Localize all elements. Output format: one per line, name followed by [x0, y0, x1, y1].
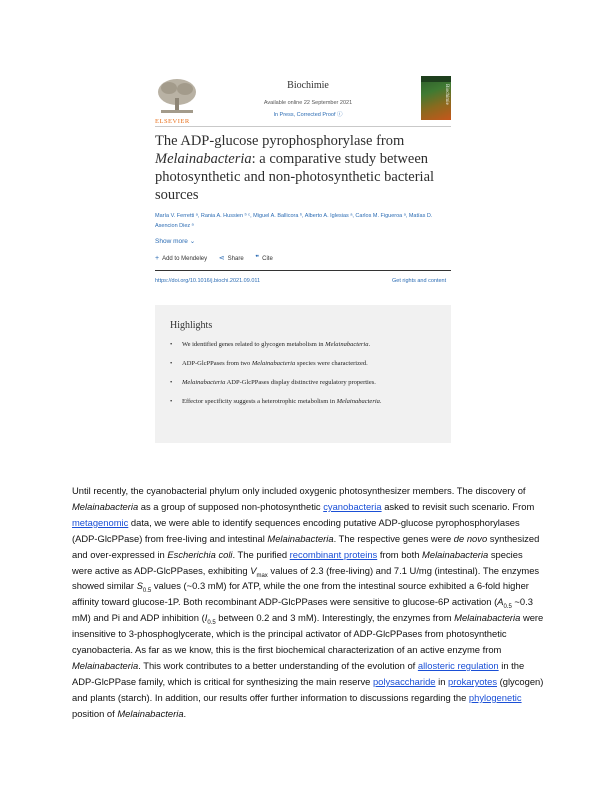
abstract-text: values of 2.3 (free-living) and 7.1 U/mg (intestinal). The enzymes showed similar	[72, 564, 540, 592]
highlights-box	[155, 305, 451, 443]
abstract-text: asked to revisit such scenario. From	[381, 500, 535, 512]
vmax-symbol: V	[250, 564, 257, 576]
highlight-text: Effector specificity suggests a heterotrophic metabolism in	[182, 398, 337, 405]
abstract-text: (glycogen) and plants (starch). In addition, our results offer further information to discussions regarding the	[72, 675, 544, 703]
journal-info	[215, 80, 401, 118]
abstract-italic: de novo	[453, 532, 488, 544]
quote-icon: ❞	[255, 255, 260, 262]
highlight-text: .	[379, 398, 382, 405]
elsevier-tree-logo	[155, 76, 199, 118]
abstract-text: species were active as ADP-GlcPPases, exhibiting	[72, 548, 523, 576]
article-header	[155, 76, 451, 128]
highlight-text: ADP-GlcPPases display distinctive regulatory properties.	[225, 379, 376, 386]
title-part-2: : a comparative study between photosynthetic and non-photosynthetic bacterial sources	[155, 151, 435, 203]
abstract-text: from both	[377, 548, 423, 560]
show-more-button[interactable]	[155, 237, 195, 245]
abstract-italic: Melainabacteria	[72, 659, 139, 671]
allosteric-regulation-link[interactable]: allosteric regulation	[417, 659, 499, 671]
abstract-text: . The purified	[232, 548, 290, 560]
add-to-mendeley-button[interactable]	[155, 256, 207, 262]
cyanobacteria-link[interactable]: cyanobacteria	[323, 500, 382, 512]
abstract-text: synthesized and over-expressed in	[72, 532, 540, 560]
abstract-text: data, we were able to identify sequences encoding putative ADP-glucose pyrophosphorylases (ADP-GlcPPase) from free-living and intestinal	[72, 516, 520, 544]
add-to-mendeley-label: Add to Mendeley	[162, 256, 208, 262]
journal-name[interactable]: Biochimie	[287, 80, 329, 91]
plus-icon: +	[155, 255, 160, 262]
abstract-text: as a group of supposed non-photosynthetic	[138, 500, 324, 512]
highlight-italic: Melainabacteria	[325, 341, 369, 348]
cover-top-strip	[421, 76, 451, 82]
i05-subscript: 0.5	[207, 620, 216, 627]
journal-cover-image[interactable]	[421, 76, 451, 120]
header-divider	[155, 126, 451, 127]
abstract-text: were insensitive to 3-phosphoglycerate, which is the principal activator of ADP-GlcPPases from photosynthetic cyanobacteria. As far as we know, this is the first biochemical characterization of an active enzyme from	[72, 612, 544, 656]
abstract-text: position of	[72, 707, 118, 719]
show-more-label: Show more	[155, 238, 188, 245]
highlight-text: ADP-GlcPPases from two	[182, 360, 252, 367]
highlights-title: Highlights	[170, 320, 213, 331]
in-press-label: In Press, Corrected Proof	[273, 112, 336, 118]
info-icon: ⓘ	[337, 112, 343, 118]
actions-divider	[155, 270, 451, 271]
abstract-italic: Melainabacteria	[454, 612, 521, 624]
share-button[interactable]	[219, 256, 244, 262]
author-list[interactable]: María V. Ferretti ᵃ, Rania A. Hussien ᵇ ᶜ, Miguel A. Ballicora ᵇ, Alberto A. Iglesias ᵃ, Carlos M. Figueroa ᵃ, Matías D. Asencion Diez ᵃ	[155, 213, 433, 229]
available-online-date: Available online 22 September 2021	[263, 100, 353, 106]
abstract-italic: Melainabacteria	[267, 532, 334, 544]
i05-symbol: I	[204, 612, 208, 624]
vmax-subscript: max	[256, 572, 268, 579]
cover-title: Biochimie	[444, 84, 449, 105]
abstract-text: values (~0.3 mM) for ATP, while the one from the intestinal source exhibited a 6-fold higher affinity toward glucose-1P. Both recombinant ADP-GlcPPases were sensitive to glucose-6P activation (	[72, 580, 529, 608]
highlight-text: species were characterized.	[295, 360, 368, 367]
rights-link[interactable]: Get rights and content	[392, 278, 447, 284]
s05-symbol: S	[136, 580, 143, 592]
share-icon: ⋖	[218, 255, 225, 262]
s05-subscript: 0.5	[142, 588, 152, 595]
a05-subscript: 0.5	[503, 604, 512, 611]
abstract-text: in the ADP-GlcPPase family, which is critical for synthesizing the main reserve	[72, 659, 525, 687]
abstract-text: between 0.2 and 3 mM). Interestingly, the enzymes from	[215, 612, 455, 624]
recombinant-proteins-link[interactable]: recombinant proteins	[289, 548, 378, 560]
metagenomic-link[interactable]: metagenomic	[72, 516, 129, 528]
abstract-paragraph	[72, 483, 544, 722]
article-title	[155, 132, 455, 204]
abstract-italic: Escherichia coli	[167, 548, 233, 560]
abstract-text: ~0.3 mM) and Pi and ADP inhibition (	[72, 596, 533, 624]
highlight-item	[170, 397, 440, 406]
abstract-text: . This work contributes to a better understanding of the evolution of	[138, 659, 418, 671]
abstract-text: .	[183, 707, 187, 719]
a05-symbol: A	[497, 596, 504, 608]
highlight-item	[170, 340, 440, 349]
highlight-item	[170, 359, 440, 368]
highlight-item	[170, 378, 440, 387]
highlight-italic: Melainabacteria	[336, 398, 380, 405]
highlight-text: We identified genes related to glycogen metabolism in	[182, 341, 326, 348]
polysaccharide-link[interactable]: polysaccharide	[372, 675, 436, 687]
publisher-name: ELSEVIER	[155, 118, 190, 125]
title-italic: Melainabacteria	[155, 151, 252, 167]
doi-link[interactable]: https://doi.org/10.1016/j.biochi.2021.09.011	[155, 278, 261, 284]
article-actions	[155, 254, 283, 262]
abstract-italic: Melainabacteria	[117, 707, 184, 719]
share-label: Share	[227, 256, 244, 262]
phylogenetic-link[interactable]: phylogenetic	[468, 691, 522, 703]
title-part-1: The ADP-glucose pyrophosphorylase from	[155, 133, 405, 149]
abstract-text: Until recently, the cyanobacterial phylum only included oxygenic photosynthesizer members. The discovery of	[72, 485, 526, 496]
cite-label: Cite	[262, 256, 273, 262]
chevron-down-icon: ⌄	[189, 238, 196, 245]
cite-button[interactable]	[255, 256, 272, 262]
highlight-italic: Melainabacteria	[251, 360, 296, 367]
highlight-italic: Melainabacteria	[182, 379, 226, 386]
abstract-italic: Melainabacteria	[422, 548, 489, 560]
highlight-text: .	[368, 341, 371, 348]
abstract-text: . The respective genes were	[333, 532, 454, 544]
highlights-list	[170, 340, 440, 416]
prokaryotes-link[interactable]: prokaryotes	[448, 675, 498, 687]
abstract-text: in	[435, 675, 449, 687]
in-press-status[interactable]	[215, 110, 401, 118]
abstract-italic: Melainabacteria	[72, 500, 139, 512]
